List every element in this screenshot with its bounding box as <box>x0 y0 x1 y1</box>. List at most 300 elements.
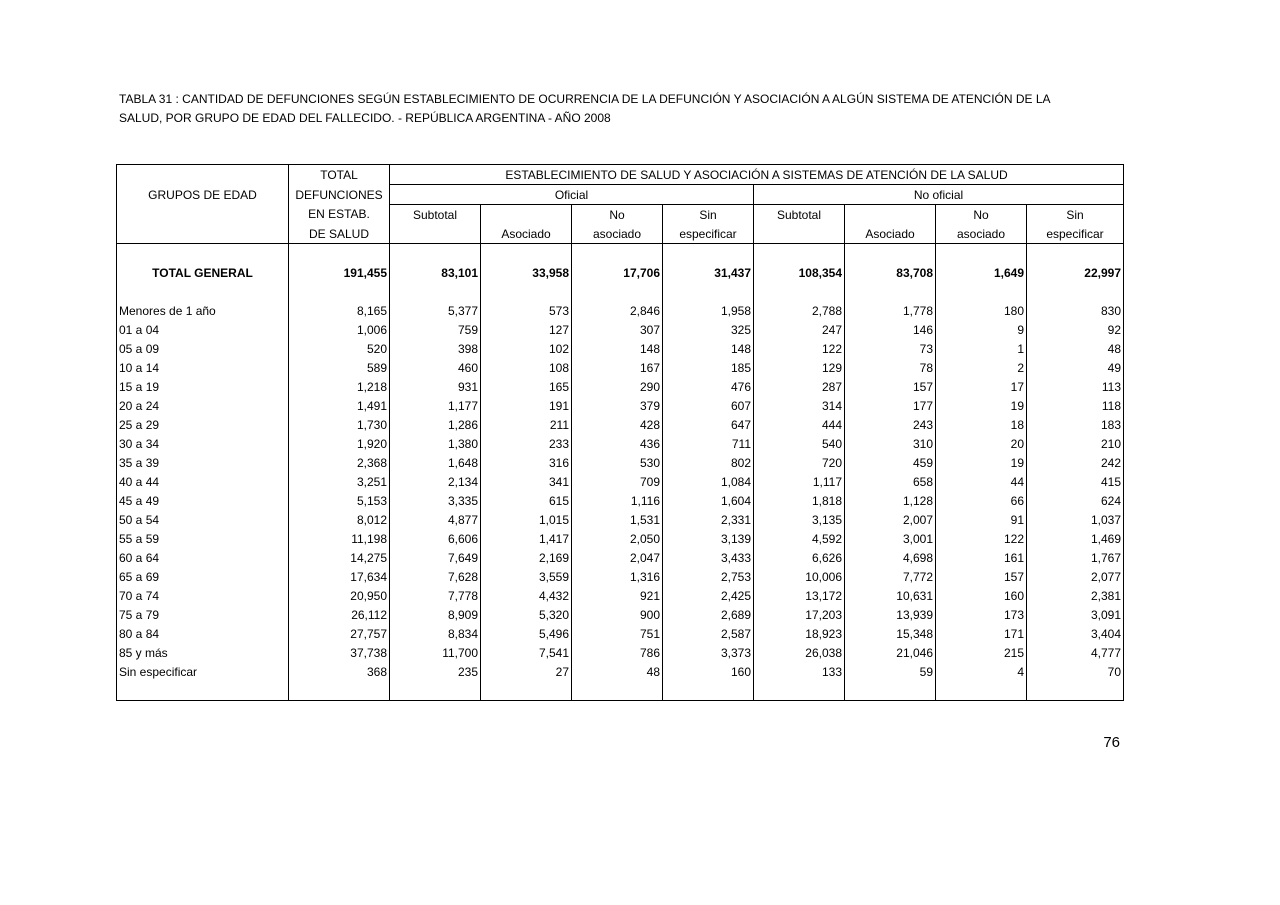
row-label: 50 a 54 <box>119 512 160 527</box>
spacer-cell <box>845 244 936 264</box>
row-value: 1,037 <box>1027 510 1124 529</box>
spacer-row <box>117 282 1124 301</box>
row-value: 786 <box>572 643 663 662</box>
row-label: 35 a 39 <box>119 455 160 470</box>
row-value: 573 <box>481 301 572 320</box>
header-empty <box>117 205 289 225</box>
row-value: 171 <box>936 624 1027 643</box>
row-value: 17,634 <box>289 567 390 586</box>
row-value: 3,373 <box>663 643 754 662</box>
table-row <box>117 396 1124 415</box>
header-nooficial-subtotal: Subtotal <box>754 205 845 225</box>
row-label: 65 a 69 <box>119 569 160 584</box>
row-value: 161 <box>936 548 1027 567</box>
spacer-cell <box>117 681 289 701</box>
row-label: 60 a 64 <box>119 550 160 565</box>
row-value: 185 <box>663 358 754 377</box>
row-value: 102 <box>481 339 572 358</box>
header-oficial-sin-line-1: Sin <box>663 205 754 225</box>
row-value: 129 <box>754 358 845 377</box>
row-value: 341 <box>481 472 572 491</box>
row-value: 233 <box>481 434 572 453</box>
spacer-cell <box>117 282 289 301</box>
row-value: 20,950 <box>289 586 390 605</box>
row-value: 459 <box>845 453 936 472</box>
table-row <box>117 624 1124 643</box>
spacer-cell <box>390 244 481 264</box>
row-value: 1,649 <box>936 263 1027 282</box>
row-value: 1,316 <box>572 567 663 586</box>
row-label: Menores de 1 año <box>119 303 216 318</box>
row-value: 1,958 <box>663 301 754 320</box>
header-oficial-sin-line-2: especificar <box>663 224 754 244</box>
table-row <box>117 377 1124 396</box>
row-value: 540 <box>754 434 845 453</box>
row-value: 3,135 <box>754 510 845 529</box>
row-value: 1,417 <box>481 529 572 548</box>
row-value: 658 <box>845 472 936 491</box>
row-value: 5,320 <box>481 605 572 624</box>
row-value: 242 <box>1027 453 1124 472</box>
row-label: 40 a 44 <box>119 474 160 489</box>
row-value: 7,772 <box>845 567 936 586</box>
row-label: 15 a 19 <box>119 379 160 394</box>
spacer-cell <box>845 681 936 701</box>
header-row-3 <box>117 205 1124 225</box>
row-value: 3,404 <box>1027 624 1124 643</box>
row-value: 2,077 <box>1027 567 1124 586</box>
row-value: 1,015 <box>481 510 572 529</box>
row-value: 91 <box>936 510 1027 529</box>
row-value: 1,818 <box>754 491 845 510</box>
row-value: 1,006 <box>289 320 390 339</box>
spacer-cell <box>754 244 845 264</box>
header-row-2 <box>117 185 1124 205</box>
row-value: 167 <box>572 358 663 377</box>
header-nooficial-sin-line-1: Sin <box>1027 205 1124 225</box>
row-value: 18,923 <box>754 624 845 643</box>
table-row <box>117 643 1124 662</box>
row-value: 2,846 <box>572 301 663 320</box>
row-value: 9 <box>936 320 1027 339</box>
row-value: 2,689 <box>663 605 754 624</box>
row-value: 27,757 <box>289 624 390 643</box>
row-value: 1,491 <box>289 396 390 415</box>
row-value: 1,117 <box>754 472 845 491</box>
row-value: 460 <box>390 358 481 377</box>
header-oficial-no-line-2: asociado <box>572 224 663 244</box>
row-value: 1,286 <box>390 415 481 434</box>
table-row <box>117 358 1124 377</box>
row-label: 75 a 79 <box>119 607 160 622</box>
table-row <box>117 491 1124 510</box>
header-row-4 <box>117 224 1124 244</box>
row-value: 108 <box>481 358 572 377</box>
spacer-cell <box>289 282 390 301</box>
spacer-cell <box>754 282 845 301</box>
row-value: 802 <box>663 453 754 472</box>
spacer-cell <box>1027 244 1124 264</box>
table-row <box>117 301 1124 320</box>
row-value: 11,700 <box>390 643 481 662</box>
row-value: 1,767 <box>1027 548 1124 567</box>
header-oficial-subtotal-blank <box>390 224 481 244</box>
row-value: 3,091 <box>1027 605 1124 624</box>
row-value: 3,559 <box>481 567 572 586</box>
row-value: 1,128 <box>845 491 936 510</box>
row-value: 1,778 <box>845 301 936 320</box>
row-value: 127 <box>481 320 572 339</box>
row-value: 624 <box>1027 491 1124 510</box>
row-value: 70 <box>1027 662 1124 681</box>
row-value: 476 <box>663 377 754 396</box>
row-value: 13,939 <box>845 605 936 624</box>
spacer-cell <box>390 681 481 701</box>
row-value: 180 <box>936 301 1027 320</box>
spacer-cell <box>572 681 663 701</box>
header-oficial-subtotal: Subtotal <box>390 205 481 225</box>
spacer-cell <box>754 681 845 701</box>
row-value: 4,432 <box>481 586 572 605</box>
row-label: 01 a 04 <box>119 322 160 337</box>
row-value: 44 <box>936 472 1027 491</box>
row-value: 287 <box>754 377 845 396</box>
row-value: 2 <box>936 358 1027 377</box>
row-value: 3,335 <box>390 491 481 510</box>
row-value: 379 <box>572 396 663 415</box>
row-value: 2,047 <box>572 548 663 567</box>
page-number: 76 <box>1103 734 1120 751</box>
row-value: 709 <box>572 472 663 491</box>
row-value: 2,169 <box>481 548 572 567</box>
table-title-line-2: SALUD, POR GRUPO DE EDAD DEL FALLECIDO. - REPÚBLICA ARGENTINA - AÑO 2008 <box>119 111 611 125</box>
row-value: 1,116 <box>572 491 663 510</box>
spacer-cell <box>390 282 481 301</box>
row-value: 444 <box>754 415 845 434</box>
header-grupos-de-edad: GRUPOS DE EDAD <box>148 187 257 202</box>
row-value: 31,437 <box>663 263 754 282</box>
row-label: 45 a 49 <box>119 493 160 508</box>
header-nooficial-sin-line-2: especificar <box>1027 224 1124 244</box>
row-value: 235 <box>390 662 481 681</box>
row-value: 720 <box>754 453 845 472</box>
row-value: 73 <box>845 339 936 358</box>
row-label: 20 a 24 <box>119 398 160 413</box>
row-value: 26,038 <box>754 643 845 662</box>
row-value: 92 <box>1027 320 1124 339</box>
row-value: 589 <box>289 358 390 377</box>
table-row <box>117 548 1124 567</box>
header-oficial: Oficial <box>390 185 754 205</box>
spacer-cell <box>1027 282 1124 301</box>
header-nooficial-asociado-blank <box>845 205 936 225</box>
row-value: 7,541 <box>481 643 572 662</box>
row-value: 647 <box>663 415 754 434</box>
row-label: 85 y más <box>119 645 168 660</box>
spacer-cell <box>663 244 754 264</box>
header-nooficial-no-line-2: asociado <box>936 224 1027 244</box>
row-label: 05 a 09 <box>119 341 160 356</box>
row-value: 759 <box>390 320 481 339</box>
row-value: 1,380 <box>390 434 481 453</box>
row-value: 17,203 <box>754 605 845 624</box>
row-value: 3,001 <box>845 529 936 548</box>
row-value: 4,698 <box>845 548 936 567</box>
row-label: 55 a 59 <box>119 531 160 546</box>
spacer-row <box>117 244 1124 264</box>
spacer-cell <box>1027 681 1124 701</box>
row-value: 2,368 <box>289 453 390 472</box>
row-value: 183 <box>1027 415 1124 434</box>
row-value: 108,354 <box>754 263 845 282</box>
row-value: 2,425 <box>663 586 754 605</box>
row-value: 1,469 <box>1027 529 1124 548</box>
row-value: 4,777 <box>1027 643 1124 662</box>
row-value: 11,198 <box>289 529 390 548</box>
spacer-row <box>117 681 1124 701</box>
row-value: 921 <box>572 586 663 605</box>
spacer-cell <box>845 282 936 301</box>
row-value: 1,531 <box>572 510 663 529</box>
header-oficial-asociado: Asociado <box>481 224 572 244</box>
row-value: 530 <box>572 453 663 472</box>
row-value: 931 <box>390 377 481 396</box>
row-value: 33,958 <box>481 263 572 282</box>
row-value: 19 <box>936 396 1027 415</box>
table-title-line-1: TABLA 31 : CANTIDAD DE DEFUNCIONES SEGÚN ESTABLECIMIENTO DE OCURRENCIA DE LA DEFUNCIÓN Y ASOCIACIÓN A ALGÚN SISTEMA DE ATENCIÓN DE LA <box>119 92 1051 106</box>
row-value: 316 <box>481 453 572 472</box>
row-value: 8,909 <box>390 605 481 624</box>
table-row <box>117 339 1124 358</box>
row-value: 1,177 <box>390 396 481 415</box>
deaths-table <box>116 164 1124 701</box>
row-value: 2,753 <box>663 567 754 586</box>
row-value: 325 <box>663 320 754 339</box>
row-label: 10 a 14 <box>119 360 160 375</box>
header-total-line-1: TOTAL <box>289 165 390 185</box>
header-no-oficial: No oficial <box>754 185 1124 205</box>
row-value: 210 <box>1027 434 1124 453</box>
row-value: 27 <box>481 662 572 681</box>
row-value: 22,997 <box>1027 263 1124 282</box>
row-value: 1,604 <box>663 491 754 510</box>
row-value: 118 <box>1027 396 1124 415</box>
row-value: 1,084 <box>663 472 754 491</box>
row-value: 148 <box>663 339 754 358</box>
table-row <box>117 320 1124 339</box>
row-value: 368 <box>289 662 390 681</box>
header-grupos-blank <box>117 165 289 185</box>
table-row <box>117 453 1124 472</box>
row-value: 160 <box>663 662 754 681</box>
row-value: 211 <box>481 415 572 434</box>
row-value: 3,251 <box>289 472 390 491</box>
row-value: 711 <box>663 434 754 453</box>
spacer-cell <box>289 681 390 701</box>
row-label: Sin especificar <box>119 664 198 679</box>
spacer-cell <box>936 282 1027 301</box>
table-row <box>117 434 1124 453</box>
row-value: 48 <box>1027 339 1124 358</box>
row-value: 415 <box>1027 472 1124 491</box>
row-value: 10,631 <box>845 586 936 605</box>
row-value: 398 <box>390 339 481 358</box>
header-oficial-asociado-blank <box>481 205 572 225</box>
row-value: 2,788 <box>754 301 845 320</box>
row-value: 157 <box>845 377 936 396</box>
row-value: 615 <box>481 491 572 510</box>
row-value: 160 <box>936 586 1027 605</box>
table-row <box>117 529 1124 548</box>
row-value: 751 <box>572 624 663 643</box>
row-value: 21,046 <box>845 643 936 662</box>
row-value: 8,834 <box>390 624 481 643</box>
row-value: 830 <box>1027 301 1124 320</box>
row-value: 1,648 <box>390 453 481 472</box>
header-row-1 <box>117 165 1124 185</box>
row-value: 520 <box>289 339 390 358</box>
row-value: 83,101 <box>390 263 481 282</box>
row-value: 428 <box>572 415 663 434</box>
row-value: 59 <box>845 662 936 681</box>
row-value: 133 <box>754 662 845 681</box>
row-value: 2,134 <box>390 472 481 491</box>
spacer-cell <box>481 244 572 264</box>
spacer-cell <box>289 244 390 264</box>
row-value: 6,606 <box>390 529 481 548</box>
row-value: 5,377 <box>390 301 481 320</box>
row-value: 173 <box>936 605 1027 624</box>
row-value: 10,006 <box>754 567 845 586</box>
spacer-cell <box>936 681 1027 701</box>
row-value: 4,592 <box>754 529 845 548</box>
row-value: 1,920 <box>289 434 390 453</box>
spacer-cell <box>481 681 572 701</box>
spacer-cell <box>663 681 754 701</box>
row-value: 122 <box>936 529 1027 548</box>
row-value: 191 <box>481 396 572 415</box>
row-value: 20 <box>936 434 1027 453</box>
row-value: 7,649 <box>390 548 481 567</box>
row-value: 1,730 <box>289 415 390 434</box>
spacer-cell <box>481 282 572 301</box>
table-row <box>117 662 1124 681</box>
spacer-cell <box>117 244 289 264</box>
row-value: 6,626 <box>754 548 845 567</box>
row-value: 247 <box>754 320 845 339</box>
row-value: 26,112 <box>289 605 390 624</box>
table-row <box>117 586 1124 605</box>
row-value: 165 <box>481 377 572 396</box>
row-value: 48 <box>572 662 663 681</box>
spacer-cell <box>572 244 663 264</box>
row-value: 177 <box>845 396 936 415</box>
row-value: 37,738 <box>289 643 390 662</box>
row-label: 30 a 34 <box>119 436 160 451</box>
row-value: 49 <box>1027 358 1124 377</box>
row-value: 215 <box>936 643 1027 662</box>
row-value: 243 <box>845 415 936 434</box>
row-value: 436 <box>572 434 663 453</box>
row-label: 25 a 29 <box>119 417 160 432</box>
row-value: 66 <box>936 491 1027 510</box>
row-value: 310 <box>845 434 936 453</box>
row-value: 607 <box>663 396 754 415</box>
row-value: 18 <box>936 415 1027 434</box>
row-value: 5,496 <box>481 624 572 643</box>
table-row <box>117 510 1124 529</box>
row-value: 8,012 <box>289 510 390 529</box>
spacer-cell <box>936 244 1027 264</box>
row-value: 314 <box>754 396 845 415</box>
row-value: 122 <box>754 339 845 358</box>
row-value: 2,381 <box>1027 586 1124 605</box>
row-value: 7,778 <box>390 586 481 605</box>
row-value: 290 <box>572 377 663 396</box>
row-value: 113 <box>1027 377 1124 396</box>
header-total-line-3: EN ESTAB. <box>289 205 390 225</box>
row-value: 900 <box>572 605 663 624</box>
row-value: 3,433 <box>663 548 754 567</box>
table-row <box>117 605 1124 624</box>
header-establecimiento: ESTABLECIMIENTO DE SALUD Y ASOCIACIÓN A SISTEMAS DE ATENCIÓN DE LA SALUD <box>390 165 1124 185</box>
row-value: 4,877 <box>390 510 481 529</box>
row-value: 13,172 <box>754 586 845 605</box>
row-value: 78 <box>845 358 936 377</box>
row-value: 1 <box>936 339 1027 358</box>
spacer-cell <box>572 282 663 301</box>
row-value: 2,050 <box>572 529 663 548</box>
row-value: 2,331 <box>663 510 754 529</box>
row-value: 191,455 <box>289 263 390 282</box>
row-label: TOTAL GENERAL <box>152 265 253 280</box>
table-row <box>117 472 1124 491</box>
row-value: 148 <box>572 339 663 358</box>
header-nooficial-subtotal-blank <box>754 224 845 244</box>
row-value: 307 <box>572 320 663 339</box>
row-value: 7,628 <box>390 567 481 586</box>
row-value: 17,706 <box>572 263 663 282</box>
row-label: 80 a 84 <box>119 626 160 641</box>
header-nooficial-no-line-1: No <box>936 205 1027 225</box>
row-value: 17 <box>936 377 1027 396</box>
row-label: 70 a 74 <box>119 588 160 603</box>
row-value: 19 <box>936 453 1027 472</box>
row-value: 2,587 <box>663 624 754 643</box>
table-row <box>117 415 1124 434</box>
row-value: 2,007 <box>845 510 936 529</box>
header-total-line-4: DE SALUD <box>289 224 390 244</box>
total-general-row <box>117 263 1124 282</box>
row-value: 1,218 <box>289 377 390 396</box>
row-value: 4 <box>936 662 1027 681</box>
row-value: 5,153 <box>289 491 390 510</box>
row-value: 14,275 <box>289 548 390 567</box>
row-value: 146 <box>845 320 936 339</box>
row-value: 83,708 <box>845 263 936 282</box>
spacer-cell <box>663 282 754 301</box>
header-total-line-2: DEFUNCIONES <box>289 185 390 205</box>
table-row <box>117 567 1124 586</box>
row-value: 15,348 <box>845 624 936 643</box>
row-value: 157 <box>936 567 1027 586</box>
row-value: 8,165 <box>289 301 390 320</box>
header-nooficial-asociado: Asociado <box>845 224 936 244</box>
header-empty <box>117 224 289 244</box>
header-oficial-no-line-1: No <box>572 205 663 225</box>
row-value: 3,139 <box>663 529 754 548</box>
table-title <box>119 90 1129 128</box>
